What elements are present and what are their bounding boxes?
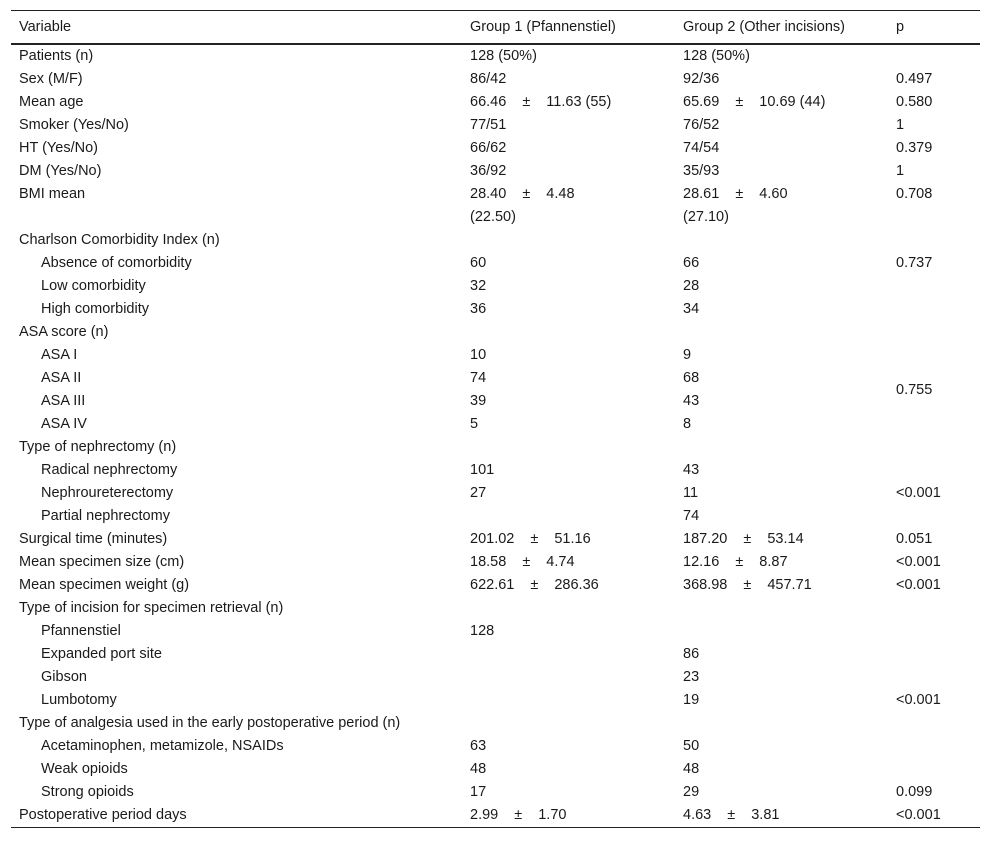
group2-value: 48 xyxy=(683,761,700,777)
section-label: Charlson Comorbidity Index (n) xyxy=(19,232,220,248)
group1-value xyxy=(462,551,675,574)
row-label: ASA I xyxy=(41,347,78,363)
p-value: 0.497 xyxy=(896,71,933,87)
group1-value xyxy=(462,804,675,828)
row-label: Nephroureterectomy xyxy=(41,485,174,501)
mean-value: 622.61 xyxy=(470,577,515,593)
row-label: Mean specimen weight (g) xyxy=(19,577,190,593)
table-row xyxy=(11,344,980,367)
sd-value: 4.60 xyxy=(759,186,788,202)
mean-value: 18.58 xyxy=(470,554,507,570)
header-variable: Variable xyxy=(19,18,72,35)
table-row xyxy=(11,482,980,505)
table-row xyxy=(11,758,980,781)
group2-value xyxy=(675,551,888,574)
table-row xyxy=(11,321,980,344)
row-label: Weak opioids xyxy=(41,761,128,777)
table-row xyxy=(11,275,980,298)
group2-value: 76/52 xyxy=(683,117,720,133)
row-label: Partial nephrectomy xyxy=(41,508,170,524)
group2-value: 29 xyxy=(683,784,700,800)
sd-value: 286.36 xyxy=(554,577,599,593)
table-row xyxy=(11,643,980,666)
row-label: Expanded port site xyxy=(41,646,162,662)
mean-value: 65.69 xyxy=(683,94,720,110)
plus-minus-symbol: ± xyxy=(522,554,531,570)
p-value: <0.001 xyxy=(896,577,941,593)
sd-value: 10.69 (44) xyxy=(759,94,826,110)
group2-value: 34 xyxy=(683,301,700,317)
group1-value xyxy=(462,183,675,229)
p-value: 0.580 xyxy=(896,94,933,110)
section-label: Type of incision for specimen retrieval (n) xyxy=(19,600,284,616)
group2-value xyxy=(675,183,888,229)
table-row xyxy=(11,735,980,758)
table-row xyxy=(11,620,980,643)
row-label: BMI mean xyxy=(19,186,86,202)
p-value xyxy=(888,44,980,68)
p-value: 0.755 xyxy=(896,381,933,398)
table-row xyxy=(11,91,980,114)
sd-value: 4.48 xyxy=(546,186,575,202)
extra-value: (22.50) xyxy=(470,209,516,225)
comparison-table xyxy=(11,10,980,828)
p-value: 0.708 xyxy=(896,186,933,202)
group1-value: 36/92 xyxy=(470,163,507,179)
row-label: ASA II xyxy=(41,370,82,386)
row-label: Strong opioids xyxy=(41,784,134,800)
mean-value: 66.46 xyxy=(470,94,507,110)
table-row xyxy=(11,252,980,275)
group1-value: 74 xyxy=(470,370,487,386)
group1-value xyxy=(462,643,675,666)
table-row xyxy=(11,160,980,183)
mean-value: 201.02 xyxy=(470,531,515,547)
row-label: Lumbotomy xyxy=(41,692,117,708)
row-label: ASA III xyxy=(41,393,86,409)
group1-value: 10 xyxy=(470,347,487,363)
group1-value: 101 xyxy=(470,462,495,478)
group1-value: 32 xyxy=(470,278,487,294)
table-row xyxy=(11,597,980,620)
group1-value xyxy=(462,574,675,597)
row-label: Radical nephrectomy xyxy=(41,462,178,478)
group1-value: 27 xyxy=(470,485,487,501)
extra-value: (27.10) xyxy=(683,209,729,225)
row-label: Absence of comorbidity xyxy=(41,255,192,271)
header-group1: Group 1 (Pfannenstiel) xyxy=(470,18,616,35)
sd-value: 51.16 xyxy=(554,531,591,547)
p-value: <0.001 xyxy=(896,554,941,570)
p-value: <0.001 xyxy=(896,807,941,823)
group2-value: 8 xyxy=(683,416,692,432)
row-label: HT (Yes/No) xyxy=(19,140,98,156)
sd-value: 3.81 xyxy=(751,807,780,823)
mean-value: 187.20 xyxy=(683,531,728,547)
mean-value: 12.16 xyxy=(683,554,720,570)
group2-value: 23 xyxy=(683,669,700,685)
table-container xyxy=(11,10,980,828)
group1-value xyxy=(462,505,675,528)
p-value: <0.001 xyxy=(896,692,941,708)
table-row xyxy=(11,229,980,252)
header-row xyxy=(11,11,980,45)
table-row xyxy=(11,804,980,828)
table-row xyxy=(11,114,980,137)
plus-minus-symbol: ± xyxy=(514,807,523,823)
table-row xyxy=(11,413,980,436)
sd-value: 11.63 (55) xyxy=(546,94,612,110)
sd-value: 4.74 xyxy=(546,554,575,570)
p-value: 0.379 xyxy=(896,140,933,156)
row-label: Mean age xyxy=(19,94,84,110)
group1-value: 128 xyxy=(470,623,495,639)
table-row xyxy=(11,505,980,528)
section-label: Type of analgesia used in the early postoperative period (n) xyxy=(19,715,401,731)
group1-value: 60 xyxy=(470,255,487,271)
group1-value: 66/62 xyxy=(470,140,507,156)
group2-value xyxy=(675,528,888,551)
group2-value xyxy=(675,804,888,828)
table-row xyxy=(11,44,980,68)
plus-minus-symbol: ± xyxy=(735,554,744,570)
table-row xyxy=(11,298,980,321)
group2-value xyxy=(675,574,888,597)
header-group2: Group 2 (Other incisions) xyxy=(683,18,845,35)
group2-value: 9 xyxy=(683,347,692,363)
plus-minus-symbol: ± xyxy=(735,94,744,110)
group2-value: 11 xyxy=(683,485,699,501)
table-row xyxy=(11,528,980,551)
row-label: Pfannenstiel xyxy=(41,623,121,639)
plus-minus-symbol: ± xyxy=(530,577,539,593)
plus-minus-symbol: ± xyxy=(522,94,531,110)
table-row xyxy=(11,367,980,390)
table-row xyxy=(11,551,980,574)
row-label: ASA IV xyxy=(41,416,87,432)
p-value: <0.001 xyxy=(896,485,941,501)
row-label: Postoperative period days xyxy=(19,807,187,823)
group1-value: 128 (50%) xyxy=(470,48,537,64)
group1-value: 5 xyxy=(470,416,479,432)
group2-value: 74/54 xyxy=(683,140,720,156)
sd-value: 53.14 xyxy=(767,531,804,547)
table-row xyxy=(11,68,980,91)
row-label: Patients (n) xyxy=(19,48,94,64)
mean-value: 4.63 xyxy=(683,807,712,823)
group2-value xyxy=(675,620,888,643)
row-label: Low comorbidity xyxy=(41,278,146,294)
table-row xyxy=(11,574,980,597)
row-label: High comorbidity xyxy=(41,301,149,317)
group2-value: 92/36 xyxy=(683,71,720,87)
section-label: ASA score (n) xyxy=(19,324,109,340)
plus-minus-symbol: ± xyxy=(530,531,539,547)
group2-value: 43 xyxy=(683,462,700,478)
table-row xyxy=(11,689,980,712)
group2-value xyxy=(675,91,888,114)
table-row xyxy=(11,390,980,413)
plus-minus-symbol: ± xyxy=(743,531,752,547)
group1-value: 63 xyxy=(470,738,487,754)
table-row xyxy=(11,712,980,735)
p-value: 0.099 xyxy=(896,784,933,800)
p-value: 1 xyxy=(896,117,905,133)
p-value: 0.051 xyxy=(896,531,933,547)
row-label: Sex (M/F) xyxy=(19,71,83,87)
table-row xyxy=(11,781,980,804)
row-label: Mean specimen size (cm) xyxy=(19,554,185,570)
table-row xyxy=(11,459,980,482)
group1-value: 86/42 xyxy=(470,71,507,87)
group2-value: 68 xyxy=(683,370,700,386)
table-row xyxy=(11,666,980,689)
row-label: Smoker (Yes/No) xyxy=(19,117,129,133)
mean-value: 28.61 xyxy=(683,186,720,202)
group2-value: 35/93 xyxy=(683,163,720,179)
row-label: Gibson xyxy=(41,669,87,685)
table-row xyxy=(11,436,980,459)
plus-minus-symbol: ± xyxy=(735,186,744,202)
group2-value: 66 xyxy=(683,255,700,271)
sd-value: 1.70 xyxy=(538,807,567,823)
group2-value: 28 xyxy=(683,278,700,294)
group1-value: 39 xyxy=(470,393,487,409)
group1-value: 48 xyxy=(470,761,487,777)
group1-value: 17 xyxy=(470,784,487,800)
group2-value: 74 xyxy=(683,508,700,524)
section-label: Type of nephrectomy (n) xyxy=(19,439,177,455)
mean-value: 2.99 xyxy=(470,807,499,823)
plus-minus-symbol: ± xyxy=(743,577,752,593)
group1-value xyxy=(462,689,675,712)
group2-value: 19 xyxy=(683,692,700,708)
plus-minus-symbol: ± xyxy=(727,807,736,823)
plus-minus-symbol: ± xyxy=(522,186,531,202)
row-label: DM (Yes/No) xyxy=(19,163,102,179)
row-label: Surgical time (minutes) xyxy=(19,531,168,547)
group1-value xyxy=(462,666,675,689)
p-value: 1 xyxy=(896,163,905,179)
table-row xyxy=(11,137,980,160)
group2-value: 50 xyxy=(683,738,700,754)
group1-value xyxy=(462,528,675,551)
group2-value: 86 xyxy=(683,646,700,662)
mean-value: 28.40 xyxy=(470,186,507,202)
sd-value: 457.71 xyxy=(767,577,812,593)
group1-value xyxy=(462,91,675,114)
table-row xyxy=(11,183,980,229)
group2-value: 43 xyxy=(683,393,700,409)
sd-value: 8.87 xyxy=(759,554,788,570)
mean-value: 368.98 xyxy=(683,577,728,593)
header-p: p xyxy=(896,18,905,35)
p-value: 0.737 xyxy=(896,255,933,271)
row-label: Acetaminophen, metamizole, NSAIDs xyxy=(41,738,284,754)
group1-value: 36 xyxy=(470,301,487,317)
group1-value: 77/51 xyxy=(470,117,507,133)
group2-value: 128 (50%) xyxy=(683,48,750,64)
